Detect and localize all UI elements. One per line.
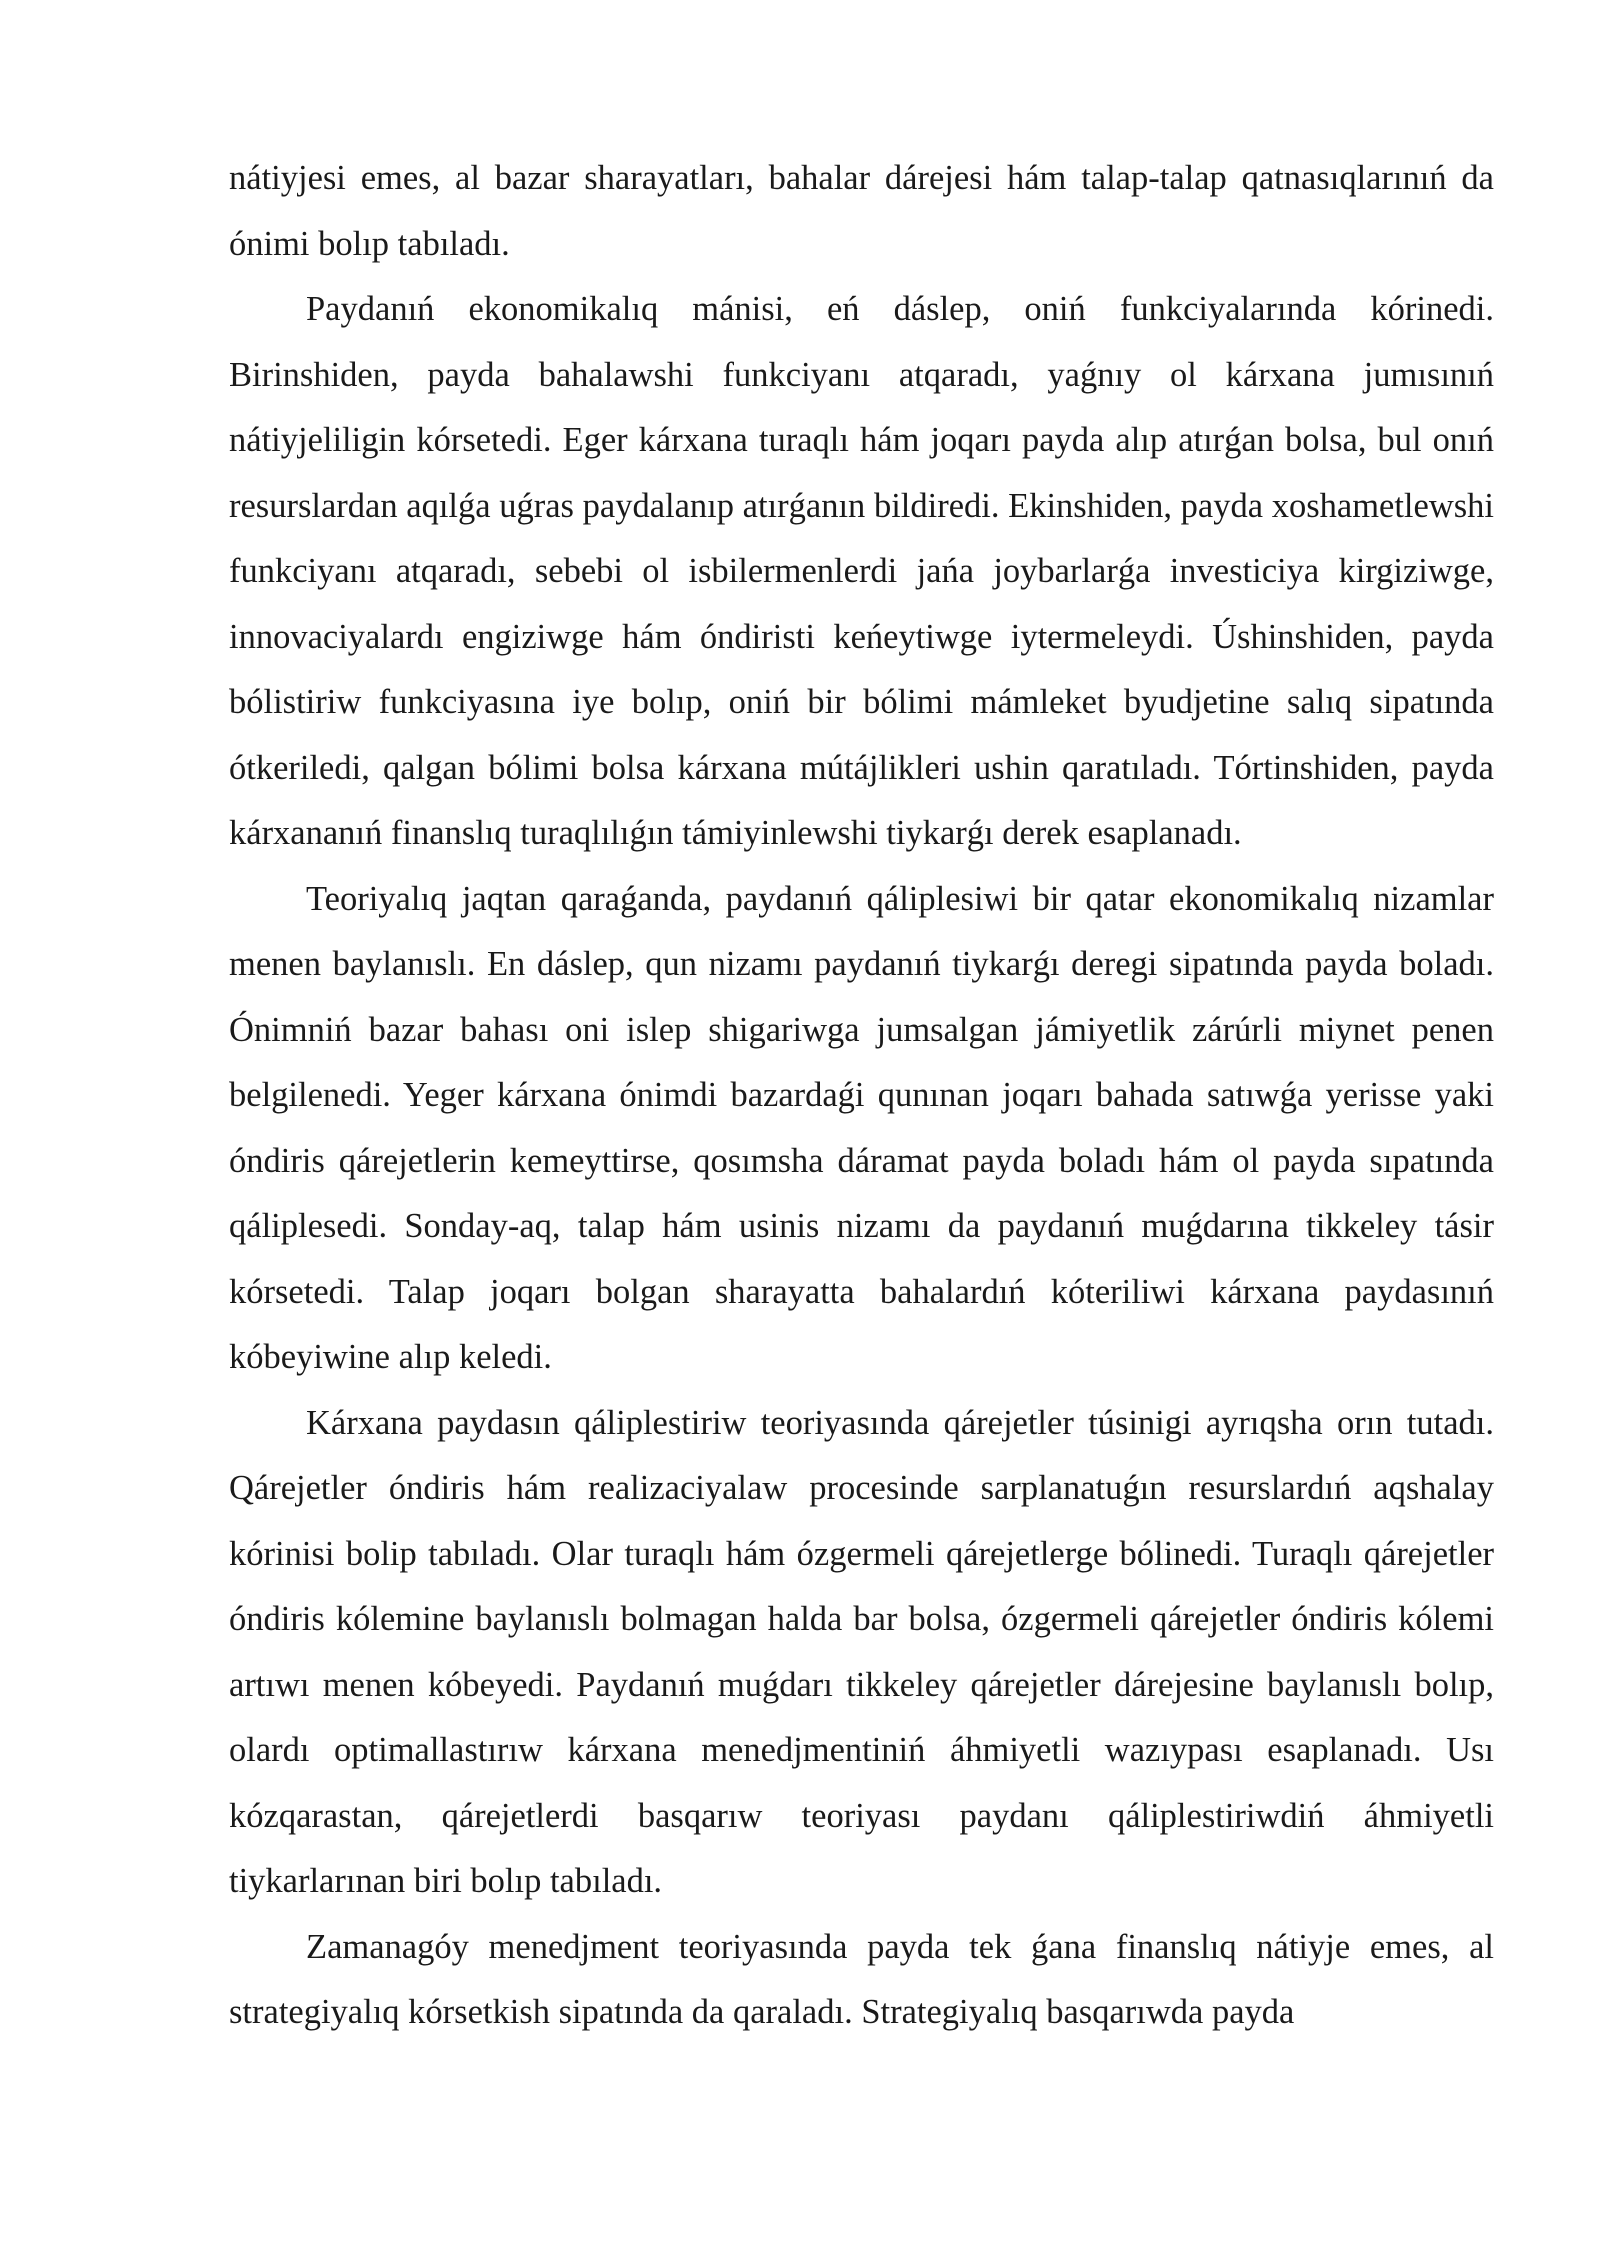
paragraph-economic-laws: Teoriyalıq jaqtan qaraǵanda, paydanıń qáliplesiwi bir qatar ekonomikalıq nizamlar menen baylanıslı. En dáslep, qun nizamı paydanıń tiykarǵı deregi sipatında payda boladı. Ónimniń bazar bahası oni islep shigariwga jumsalgan jámiyetlik zárúrli miynet penen belgilenedi. Yeger kárxana ónimdi bazardaǵi qunınan joqarı bahada satıwǵa yerisse yaki óndiris qárejetlerin kemeyttirse, qosımsha dáramat payda boladı hám ol payda sıpatında qáliplesedi. Sonday-aq, talap hám usinis nizamı da paydanıń muǵdarına tikkeley tásir kórsetedi. Talap joqarı bolgan sharayatta bahalardıń kóteriliwi kárxana paydasınıń kóbeyiwine alıp keledi. <box>229 879 1494 1376</box>
document-page <box>229 146 1494 2046</box>
paragraph-profit-functions: Paydanıń ekonomikalıq mánisi, eń dáslep, oniń funkciyalarında kórinedi. Birinshiden, payda bahalawshi funkciyanı atqaradı, yaǵnıy ol kárxana jumısınıń nátiyjeliligin kórsetedi. Eger kárxana turaqlı hám joqarı payda alıp atırǵan bolsa, bul onıń resurslardan aqılǵa uǵras paydalanıp atırǵanın bildiredi. Ekinshiden, payda xoshametlewshi funkciyanı atqaradı, sebebi ol isbilermenlerdi jańa joybarlarǵa investiciya kirgiziwge, innovaciyalardı engiziwge hám óndiristi keńeytiwge iytermeleydi. Úshinshiden, payda bólistiriw funkciyasına iye bolıp, oniń bir bólimi mámleket byudjetine salıq sipatında ótkeriledi, qalgan bólimi bolsa kárxana mútájlikleri ushin qaratıladı. Tórtinshiden, payda kárxananıń finanslıq turaqlılıǵın támiyinlewshi tiykarǵı derek esaplanadı. <box>229 290 1494 852</box>
paragraph-modern-management: Zamanagóy menedjment teoriyasında payda tek ǵana finanslıq nátiyje emes, al strategiyalıq kórsetkish sipatında da qaraladı. Strategiyalıq basqarıwda payda <box>229 1927 1494 2031</box>
paragraph-continuation: nátiyjesi emes, al bazar sharayatları, bahalar dárejesi hám talap-talap qatnasıqlarınıń da ónimi bolıp tabıladı. <box>229 159 1494 263</box>
paragraph-costs-theory: Kárxana paydasın qáliplestiriw teoriyasında qárejetler túsinigi ayrıqsha orın tutadı. Qárejetler óndiris hám realizaciyalaw procesinde sarplanatuǵın resurslardıń aqshalay kórinisi bolip tabıladı. Olar turaqlı hám ózgermeli qárejetlerge bólinedi. Turaqlı qárejetler óndiris kólemine baylanıslı bolmagan halda bar bolsa, ózgermeli qárejetler óndiris kólemi artıwı menen kóbeyedi. Paydanıń muǵdarı tikkeley qárejetler dárejesine baylanıslı bolıp, olardı optimallastırıw kárxana menedjmentiniń áhmiyetli wazıypası esaplanadı. Usı kózqarastan, qárejetlerdi basqarıw teoriyası paydanı qáliplestiriwdiń áhmiyetli tiykarlarınan biri bolıp tabıladı. <box>229 1403 1494 1900</box>
